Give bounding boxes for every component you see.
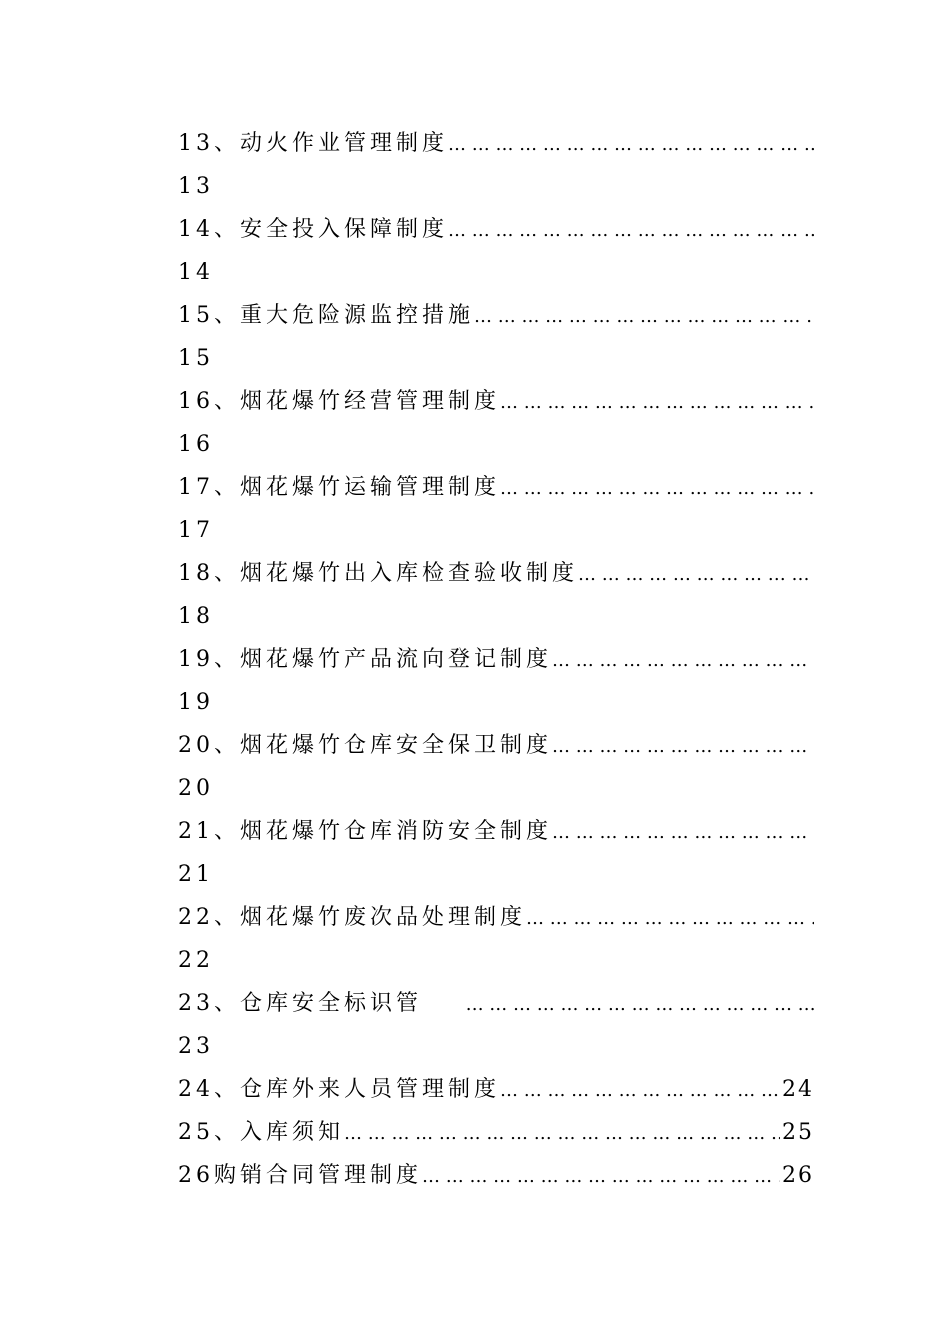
toc-entry-16[interactable] — [178, 380, 814, 423]
toc-entry-15[interactable] — [178, 294, 814, 337]
toc-page-number: 26 — [782, 1163, 814, 1188]
table-of-contents — [178, 122, 814, 1197]
toc-entry-14[interactable] — [178, 208, 814, 251]
toc-entry-title: 24、仓库外来人员管理制度 — [178, 1077, 500, 1102]
dot-leader — [448, 123, 814, 165]
toc-entry-23[interactable] — [178, 982, 814, 1025]
dot-leader — [474, 295, 814, 337]
toc-page-number: 20 — [178, 776, 214, 801]
toc-page-number: 21 — [178, 862, 214, 887]
toc-entry-17[interactable] — [178, 466, 814, 509]
toc-entry-24[interactable] — [178, 1068, 814, 1111]
toc-page-number: 24 — [782, 1077, 814, 1102]
dot-leader — [552, 811, 814, 853]
dot-leader — [526, 897, 814, 939]
dot-leader — [344, 1112, 780, 1154]
toc-page-number: 17 — [178, 518, 214, 543]
toc-entry-title: 13、动火作业管理制度 — [178, 131, 448, 156]
toc-entry-13[interactable] — [178, 122, 814, 165]
toc-page-number: 18 — [178, 604, 214, 629]
toc-entry-title: 15、重大危险源监控措施 — [178, 303, 474, 328]
dot-leader — [466, 983, 814, 1025]
toc-entry-title: 26购销合同管理制度 — [178, 1163, 422, 1188]
toc-page-number: 16 — [178, 432, 214, 457]
toc-entry-title: 17、烟花爆竹运输管理制度 — [178, 475, 500, 500]
toc-page-number: 22 — [178, 948, 214, 973]
toc-entry-title: 20、烟花爆竹仓库安全保卫制度 — [178, 733, 552, 758]
toc-entry-26[interactable] — [178, 1154, 814, 1197]
dot-leader — [552, 725, 814, 767]
toc-entry-21[interactable] — [178, 810, 814, 853]
toc-page-number: 19 — [178, 690, 214, 715]
toc-entry-title: 14、安全投入保障制度 — [178, 217, 448, 242]
toc-page-number: 25 — [782, 1120, 814, 1145]
toc-entry-19[interactable] — [178, 638, 814, 681]
toc-page-number: 15 — [178, 346, 214, 371]
toc-entry-title: 22、烟花爆竹废次品处理制度 — [178, 905, 526, 930]
toc-entry-title: 25、入库须知 — [178, 1120, 344, 1145]
toc-entry-title: 16、烟花爆竹经营管理制度 — [178, 389, 500, 414]
toc-entry-25[interactable] — [178, 1111, 814, 1154]
dot-leader — [500, 381, 814, 423]
toc-entry-title: 19、烟花爆竹产品流向登记制度 — [178, 647, 552, 672]
toc-page-number: 23 — [178, 1034, 214, 1059]
dot-leader — [500, 467, 814, 509]
dot-leader — [422, 1155, 780, 1197]
dot-leader — [500, 1069, 780, 1111]
toc-entry-title: 23、仓库安全标识管 — [178, 991, 422, 1016]
toc-entry-title: 18、烟花爆竹出入库检查验收制度 — [178, 561, 578, 586]
dot-leader — [448, 209, 814, 251]
dot-leader — [552, 639, 814, 681]
toc-entry-20[interactable] — [178, 724, 814, 767]
toc-page-number: 13 — [178, 174, 214, 199]
toc-page-number: 14 — [178, 260, 214, 285]
toc-entry-title: 21、烟花爆竹仓库消防安全制度 — [178, 819, 552, 844]
toc-entry-18[interactable] — [178, 552, 814, 595]
toc-entry-22[interactable] — [178, 896, 814, 939]
dot-leader — [578, 553, 814, 595]
